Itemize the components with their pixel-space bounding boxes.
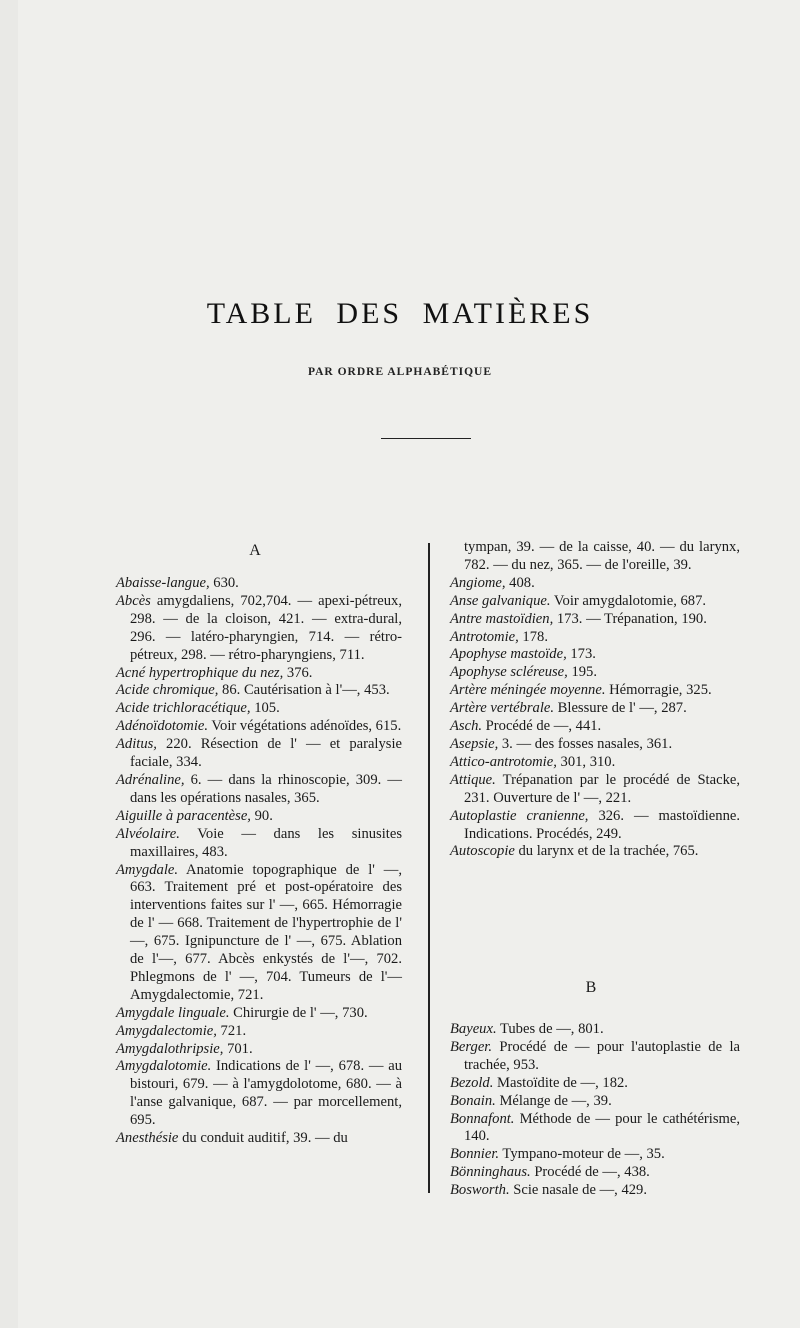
index-entry (116, 826, 402, 862)
entry-text: 195. (567, 664, 597, 681)
entry-text: 90. (250, 807, 273, 824)
entry-text: Scie nasale de —, 429. (509, 1182, 647, 1199)
index-entry (450, 718, 740, 736)
entry-text: 6. — dans la rhinoscopie, 309. — dans les opérations nasales, 365. (130, 771, 402, 806)
index-entry (116, 1005, 402, 1023)
index-entry (116, 1058, 402, 1130)
index-entry (450, 1039, 740, 1075)
section-letter-b: B (585, 979, 597, 996)
entry-head: Bonain. (450, 1092, 496, 1109)
index-entry (450, 754, 740, 772)
page-title: TABLE DES MATIÈRES (206, 297, 594, 330)
index-entry (450, 736, 740, 754)
entry-head: Asch. (450, 718, 483, 735)
entry-head: Bayeux. (450, 1021, 497, 1037)
entry-text: Procédé de — pour l'autoplastie de la trachée, 953. (464, 1038, 740, 1073)
entry-text: 173. (566, 646, 596, 663)
entry-text: Tubes de —, 801. (496, 1021, 604, 1037)
entry-head: Amygdalectomie, (116, 1022, 217, 1039)
entry-head: Autoscopie (450, 843, 515, 860)
entry-head: Acide chromique, (116, 682, 219, 699)
right-column (450, 539, 740, 861)
entry-head: Bonnafont. (450, 1110, 515, 1127)
entry-text: 408. (505, 574, 535, 591)
entry-text: 301, 310. (556, 753, 616, 770)
entry-text: Mastoïdite de —, 182. (493, 1074, 628, 1091)
index-entry (116, 1041, 402, 1059)
entry-text: 105. (250, 700, 280, 717)
entry-head: Artère méningée moyenne. (450, 682, 606, 699)
entry-text: Anatomie topographique de l' —, 663. Traitement pré et post-opératoire des interventions faites sur l' —, 665. Hémorragie de l' — 668. Traitement de l'hypertrophie de l' —, 675. Ignipuncture de l' —, 675. Ablation de l'—, 677. Abcès enkystés de l'—, 702. Phlegmons de l' —, 704. Tumeurs de l'— Amygdalectomie, 721. (130, 861, 402, 1003)
column-divider (428, 543, 430, 1193)
section-letter-a: A (249, 542, 261, 559)
index-entry (450, 1164, 740, 1182)
index-entry (450, 1182, 740, 1200)
entry-head: Adrénaline, (116, 771, 185, 788)
entry-head: Alvéolaire. (116, 825, 180, 842)
index-entry (450, 772, 740, 808)
index-entry (116, 700, 402, 718)
entry-text: du larynx et de la trachée, 765. (514, 843, 699, 860)
title-divider (381, 438, 471, 439)
index-entry (450, 843, 740, 861)
entry-head: Apophyse scléreuse, (450, 664, 568, 681)
entry-head: Asepsie, (450, 735, 499, 752)
entry-text: Tympano-moteur de —, 35. (499, 1146, 665, 1163)
entry-text: amygdaliens, 702,704. — apexi-pétreux, 298. — de la cloison, 421. — extra-dural, 296. — latéro-pharyngien, 714. — rétro-pétreux, 298. — rétro-pharyngiens, 711. (130, 592, 402, 663)
entry-head: Amygdalothripsie, (116, 1040, 224, 1057)
entry-head: Autoplastie cranienne, (450, 807, 589, 824)
entry-text: 326. — mastoïdienne. Indications. Procédés, 249. (464, 807, 740, 842)
entry-head: Artère vertébrale. (450, 700, 555, 717)
index-entry (450, 593, 740, 611)
entry-head: Anse galvanique. (450, 592, 551, 609)
index-entry (116, 682, 402, 700)
entry-text: 701. (223, 1040, 253, 1057)
index-entry (450, 1146, 740, 1164)
entry-head: Abaisse-langue, (116, 575, 210, 591)
entry-text: Blessure de l' —, 287. (554, 700, 687, 717)
entry-head: Bezold. (450, 1074, 494, 1091)
index-entry (116, 718, 402, 736)
entry-head: Angiome, (450, 574, 506, 591)
index-entry (450, 1093, 740, 1111)
entry-text: 173. — Trépanation, 190. (553, 610, 707, 627)
entry-text: Chirurgie de l' —, 730. (229, 1004, 368, 1021)
entry-text: Voir amygdalotomie, 687. (550, 592, 707, 609)
index-entry (116, 575, 402, 593)
entry-text: Trépanation par le procédé de Stacke, 231. Ouverture de l' —, 221. (464, 771, 740, 806)
entry-head: Berger. (450, 1038, 493, 1055)
entry-text: Indications de l' —, 678. — au bistouri, 679. — à l'amygdolotome, 680. — à l'anse galvanique, 687. — par morcellement, 695. (130, 1058, 402, 1129)
index-entry (116, 862, 402, 1005)
entry-head: Attico-antrotomie, (450, 753, 557, 770)
index-entry (116, 808, 402, 826)
entry-text: Procédé de —, 441. (482, 718, 602, 735)
entry-head: Amygdale linguale. (116, 1004, 230, 1021)
entry-head: Amygdalotomie. (116, 1058, 212, 1075)
index-entry (116, 593, 402, 665)
index-entry (450, 1075, 740, 1093)
index-entry (450, 611, 740, 629)
page-subtitle: PAR ORDRE ALPHABÉTIQUE (307, 366, 493, 378)
entry-head: Attique. (450, 771, 496, 788)
entry-text: 86. Cautérisation à l'—, 453. (218, 682, 390, 699)
index-entry (450, 700, 740, 718)
index-entry (116, 665, 402, 683)
index-entry (450, 575, 740, 593)
left-column (116, 575, 402, 1148)
entry-continuation: tympan, 39. — de la caisse, 40. — du larynx, 782. — du nez, 365. — de l'oreille, 39. (464, 539, 740, 573)
entry-head: Antre mastoïdien, (450, 610, 554, 627)
entry-head: Acné hypertrophique du nez, (116, 664, 284, 681)
index-entry (450, 808, 740, 844)
entry-text: Voie — dans les sinusites maxillaires, 483. (130, 825, 402, 860)
index-entry (116, 736, 402, 772)
entry-head: Antrotomie, (450, 628, 519, 645)
entry-text: Voir végétations adénoïdes, 615. (208, 718, 402, 735)
entry-head: Apophyse mastoïde, (450, 646, 567, 663)
entry-text: 220. Résection de l' — et paralysie faciale, 334. (130, 736, 402, 771)
right-column-b (450, 1021, 740, 1200)
entry-text: 376. (283, 664, 313, 681)
index-entry (450, 682, 740, 700)
entry-head: Amygdale. (116, 861, 179, 878)
entry-text: 178. (518, 628, 548, 645)
index-entry (450, 664, 740, 682)
index-entry (116, 772, 402, 808)
index-entry (116, 1130, 402, 1148)
entry-head: Bönninghaus. (450, 1164, 531, 1181)
entry-text: Méthode de — pour le cathétérisme, 140. (464, 1110, 740, 1145)
index-entry (450, 646, 740, 664)
entry-text: Hémorragie, 325. (605, 682, 712, 699)
entry-head: Anesthésie (116, 1130, 179, 1147)
entry-text: 630. (209, 575, 239, 591)
index-entry (450, 1021, 740, 1039)
entry-head: Abcès (116, 592, 151, 609)
index-entry (450, 629, 740, 647)
entry-text: 3. — des fosses nasales, 361. (498, 735, 673, 752)
entry-text: 721. (216, 1022, 247, 1039)
entry-text: Procédé de —, 438. (530, 1164, 650, 1181)
index-entry (450, 1111, 740, 1147)
entry-head: Aditus, (116, 736, 157, 753)
entry-head: Bosworth. (450, 1182, 510, 1199)
entry-head: Adénoïdotomie. (116, 718, 209, 735)
entry-text: du conduit auditif, 39. — du (178, 1130, 348, 1147)
entry-head: Bonnier. (450, 1146, 500, 1163)
entry-head: Acide trichloracétique, (116, 700, 251, 717)
entry-head: Aiguille à paracentèse, (116, 807, 251, 824)
entry-text: Mélange de —, 39. (495, 1092, 612, 1109)
index-entry (116, 1023, 402, 1041)
